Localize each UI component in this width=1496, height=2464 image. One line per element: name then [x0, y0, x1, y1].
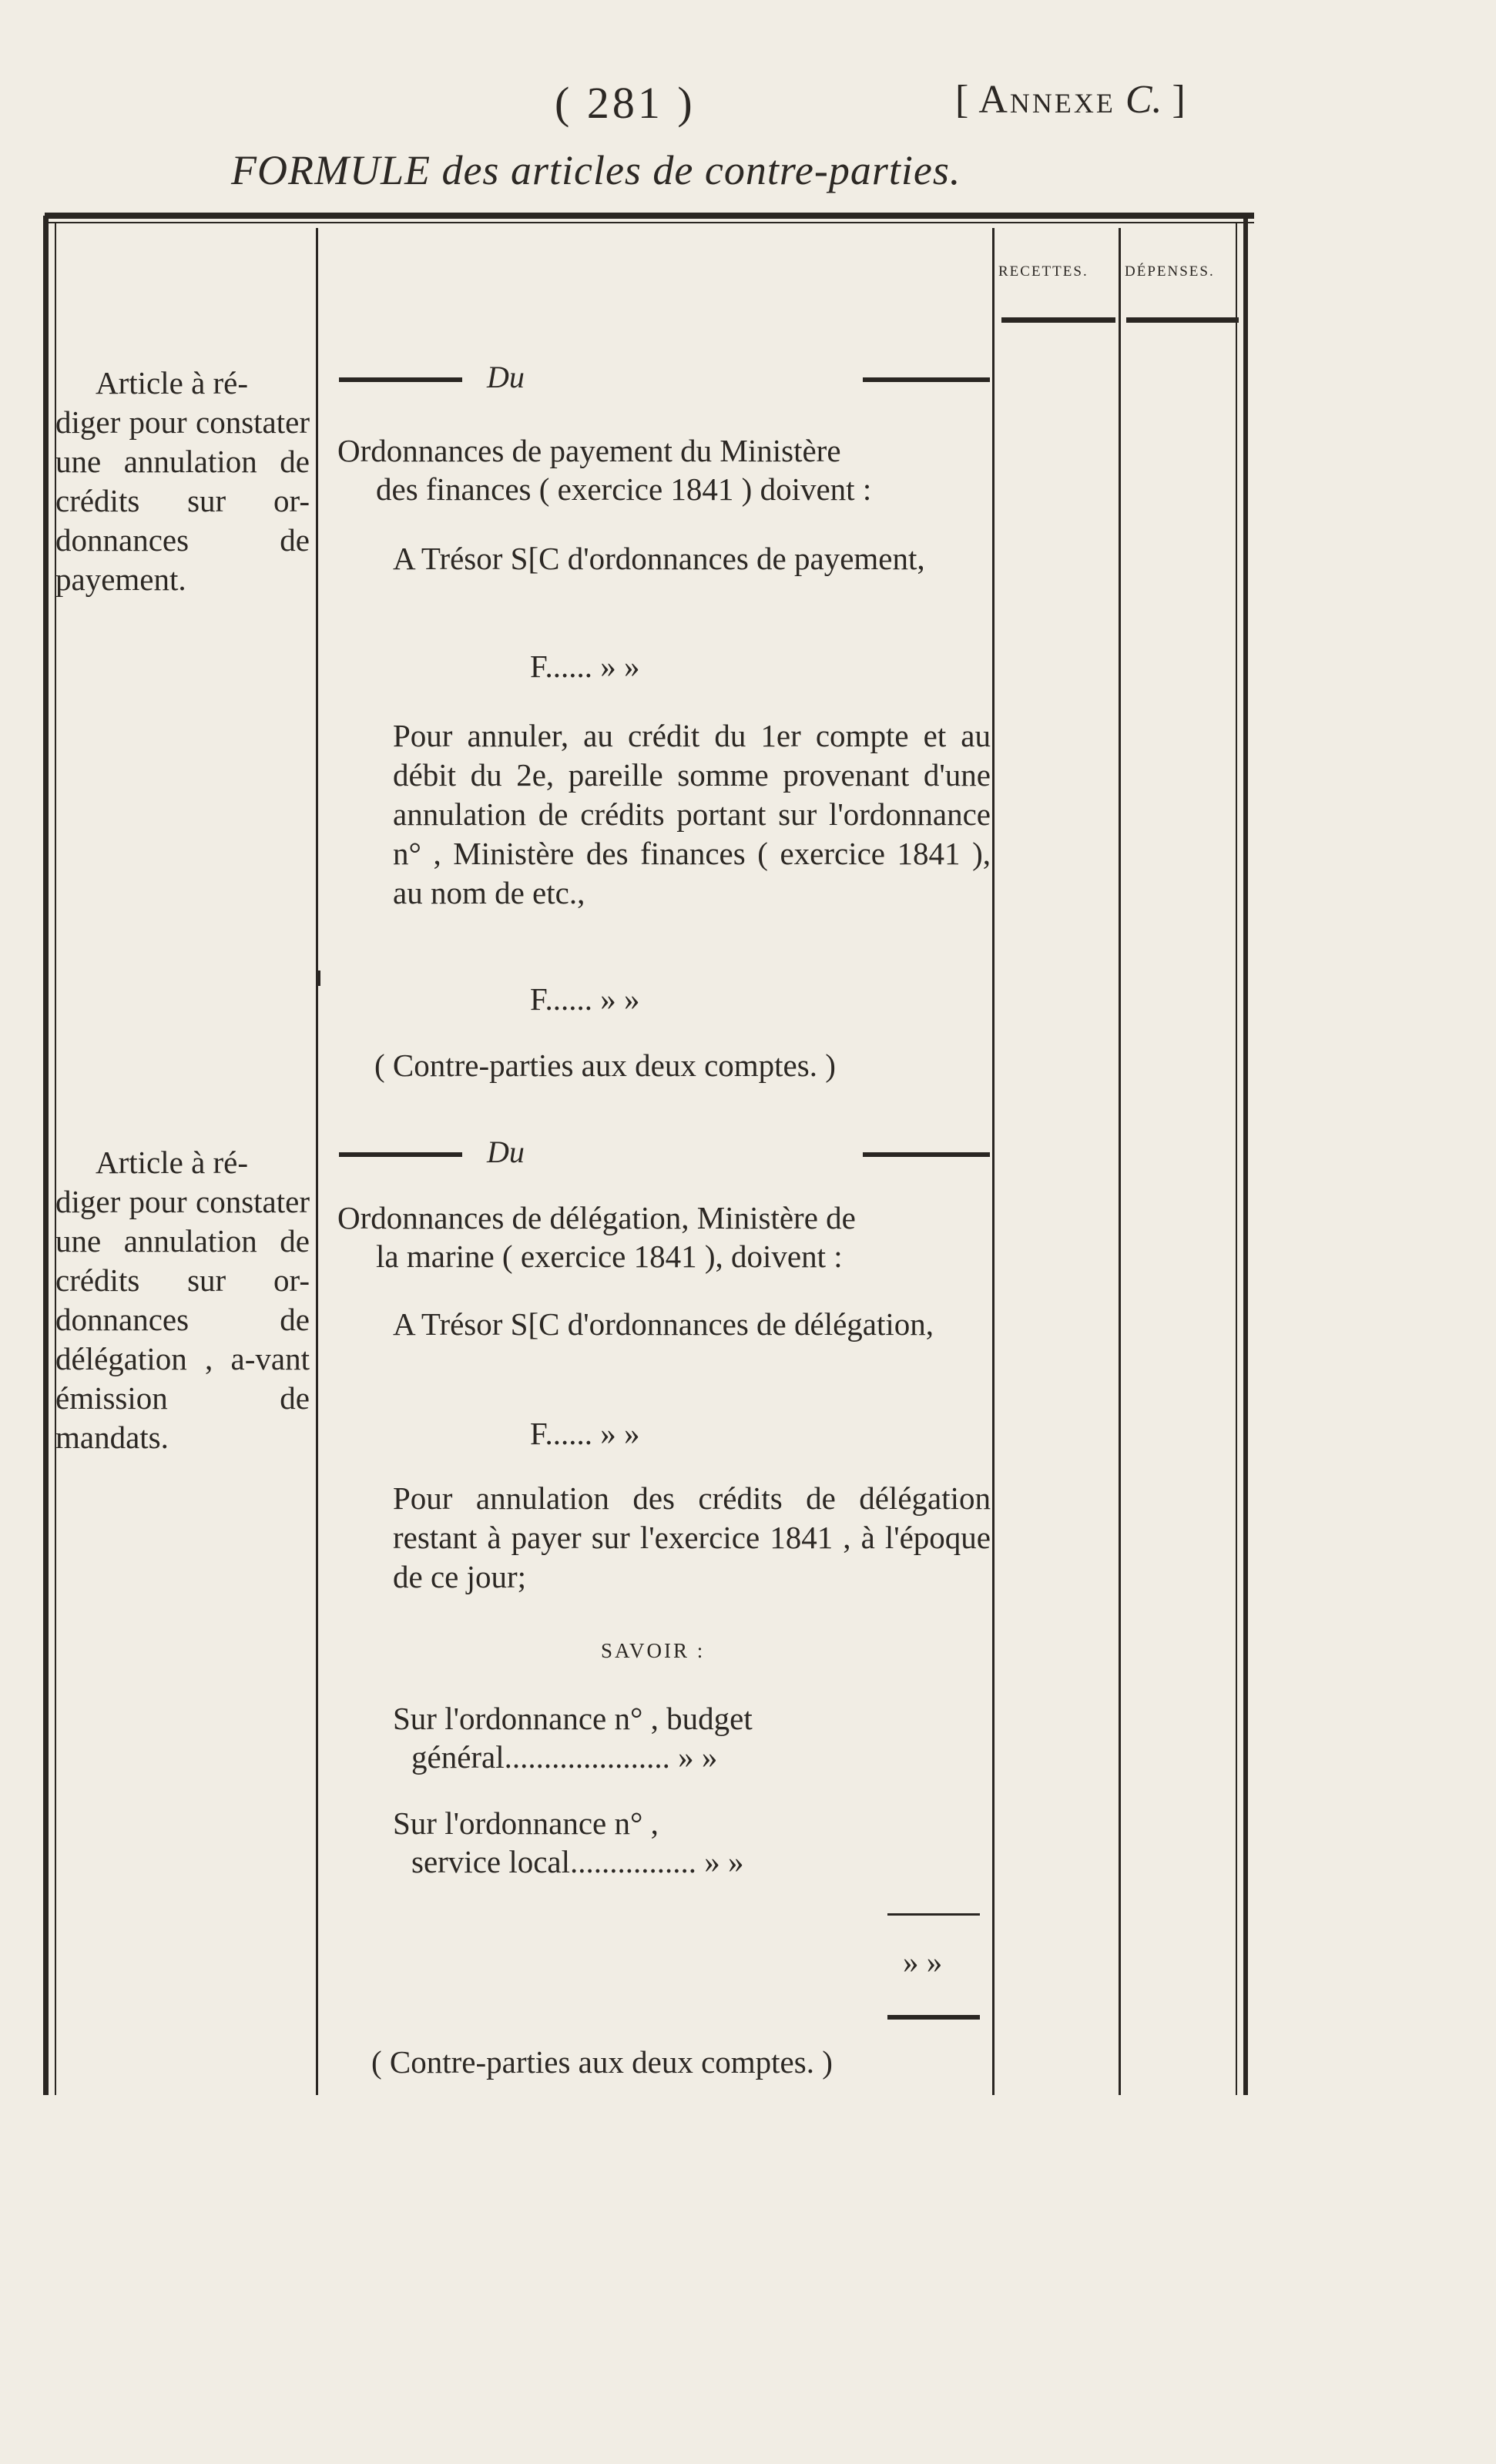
entry-2-debtor-line-1: Ordonnances de délégation, Ministère de: [337, 1200, 856, 1235]
article-2-description: [55, 1143, 310, 1457]
du-rule-right-2: [863, 1152, 990, 1157]
annex-word: Annexe: [978, 78, 1115, 122]
article-2-first-line: Article à ré-: [96, 1145, 249, 1180]
table-left-border: [43, 216, 49, 2095]
annex-label: [955, 77, 1186, 122]
du-rule-left-2: [339, 1152, 462, 1157]
entry-2-item-2-line-1: Sur l'ordonnance n° ,: [393, 1805, 659, 1841]
entry-1-explanation: Pour annuler, au crédit du 1er compte et au débit du 2e, pareille somme provenant d'une annulation de crédits portant sur l'ordonnance n° , Ministère des finances ( exercice 1841 ), au nom de etc.,: [393, 718, 991, 910]
entry-2-amount-1: F...... » »: [530, 1416, 640, 1451]
entry-2-footer: ( Contre-parties aux deux comptes. ): [371, 2044, 833, 2080]
recettes-header-rule: [1001, 317, 1115, 323]
du-label-2: Du: [487, 1135, 525, 1169]
entry-1-debtor-line-2: des finances ( exercice 1841 ) doivent :: [376, 471, 872, 507]
column-divider-1: [316, 228, 318, 2095]
column-divider-3: [1119, 228, 1121, 2095]
page-number: ( 281 ): [555, 78, 696, 128]
savoir-label: SAVOIR :: [601, 1639, 706, 1662]
title-formule: FORMULE: [231, 147, 431, 193]
entry-2-debtor-line-2: la marine ( exercice 1841 ), doivent :: [376, 1239, 843, 1274]
subtotal-rule: [887, 1913, 980, 1916]
entry-2-creditor: A Trésor S[C d'ordonnances de délégation,: [393, 1306, 934, 1342]
annex-bracket-open: [: [955, 78, 969, 122]
entry-2-explanation: Pour annulation des crédits de délégation restant à payer sur l'exercice 1841 , à l'époque de ce jour;: [393, 1480, 991, 1594]
entry-1-creditor: [393, 539, 991, 578]
table-right-border-inner: [1236, 223, 1237, 2095]
du-rule-right-1: [863, 377, 990, 382]
entry-2-total: » »: [903, 1944, 943, 1980]
depenses-header-rule: [1126, 317, 1239, 323]
entry-1-divider-tick: [316, 971, 320, 986]
column-header-depenses: DÉPENSES.: [1125, 263, 1215, 280]
column-divider-2: [992, 228, 995, 2095]
entry-1-creditor-text: A Trésor S[C d'ordonnances de payement,: [393, 541, 925, 576]
annex-letter: C.: [1125, 78, 1162, 122]
table-top-rule-thin: [45, 222, 1254, 223]
entry-2-item-1-line-1: Sur l'ordonnance n° , budget: [393, 1701, 753, 1736]
entry-1-amount-2: F...... » »: [530, 981, 640, 1017]
table-top-rule: [45, 213, 1254, 219]
entry-1-debtor-line-1: Ordonnances de payement du Ministère: [337, 433, 841, 468]
entry-2-item-1-line-2: général..................... » »: [411, 1739, 718, 1775]
entry-2-item-2-line-2: service local................ » »: [411, 1844, 744, 1879]
table-right-border: [1243, 216, 1248, 2095]
annex-bracket-close: ]: [1172, 78, 1186, 122]
du-rule-left-1: [339, 377, 462, 382]
article-2-rest: diger pour constater une annulation de crédits sur or-donnances de délégation , a-vant émission de mandats.: [55, 1184, 310, 1455]
article-1-rest: diger pour constater une annulation de crédits sur or-donnances de payement.: [55, 404, 310, 597]
total-rule: [887, 2015, 980, 2020]
du-label-1: Du: [487, 360, 525, 394]
article-1-description: [55, 364, 310, 599]
entry-1-amount-1: F...... » »: [530, 649, 640, 684]
title-rest: des articles de contre-parties.: [441, 147, 961, 193]
column-header-recettes: RECETTES.: [998, 263, 1088, 280]
entry-1-footer: ( Contre-parties aux deux comptes. ): [374, 1048, 836, 1083]
article-1-first-line: Article à ré-: [96, 365, 249, 401]
page-title: [231, 146, 961, 194]
